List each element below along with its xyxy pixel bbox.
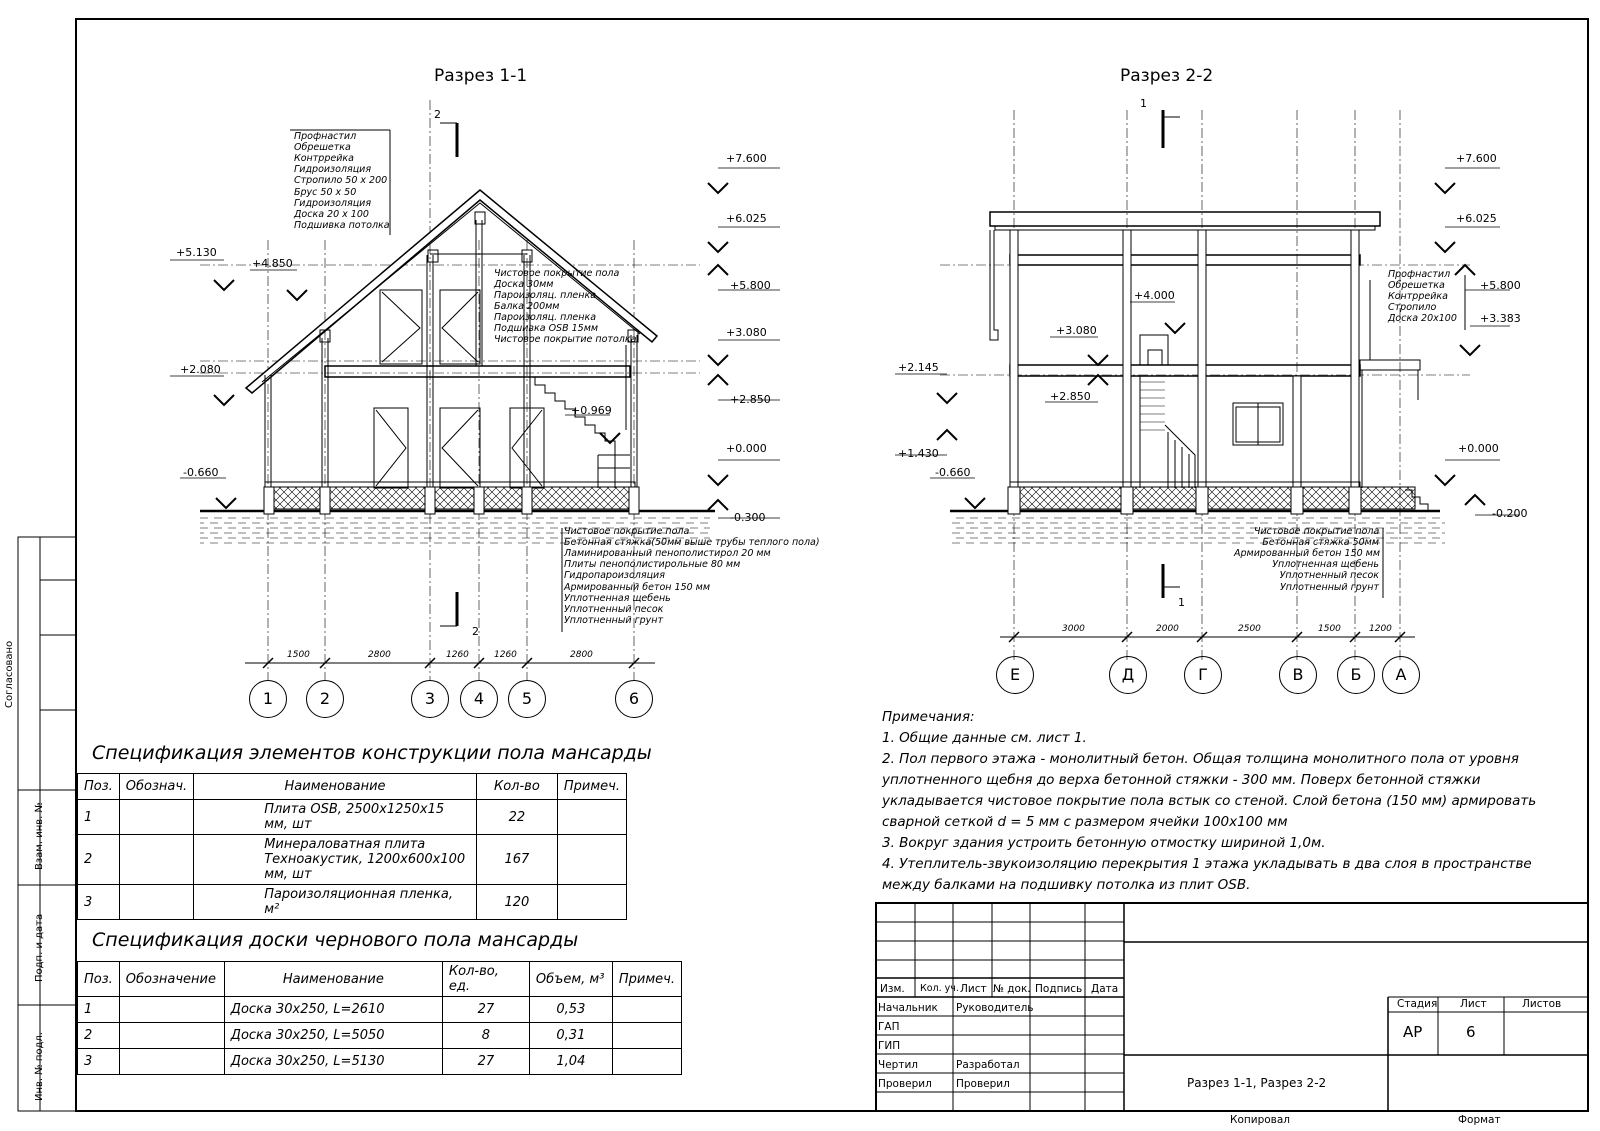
axis-bubble: 4 xyxy=(460,680,498,718)
ground-layer: Плиты пенополистирольные 80 мм xyxy=(564,559,741,570)
section1-title: Разрез 1-1 xyxy=(434,66,528,86)
level-label: +2.850 xyxy=(730,393,771,406)
spec2-header: Кол-во, ед. xyxy=(442,962,529,997)
level-label: +1.430 xyxy=(898,447,939,460)
ground-layer: Армированный бетон 150 мм xyxy=(564,582,711,593)
side-inv-replace: Взам. инв. № xyxy=(34,802,45,870)
spec1-header: Примеч. xyxy=(557,774,626,800)
roof-layer: Доска 20 x 100 xyxy=(294,209,369,220)
level-label: +6.025 xyxy=(1456,212,1497,225)
note-line: 1. Общие данные см. лист 1. xyxy=(882,730,1087,746)
spec1-header: Поз. xyxy=(78,774,120,800)
table-row xyxy=(78,835,627,885)
level-label: +5.800 xyxy=(730,279,771,292)
floor-layer: Чистовое покрытие пола xyxy=(494,268,620,279)
spec2-title: Спецификация доски чернового пола мансарды xyxy=(92,929,579,951)
sheet-title: Разрез 1-1, Разрез 2-2 xyxy=(1187,1076,1327,1090)
cell-name: Доска 30x250, L=5050 xyxy=(224,1023,442,1049)
cell-pos: 3 xyxy=(78,1049,120,1075)
note-line: укладывается чистовое покрытие пола встык со стеной. Слой бетона (150 мм) армировать xyxy=(882,793,1537,809)
cell-name: Доска 30x250, L=2610 xyxy=(224,997,442,1023)
side-inv-orig: Инв. № подл. xyxy=(34,1032,45,1101)
axis-bubble: Б xyxy=(1337,656,1375,694)
dimension-label: 2500 xyxy=(1238,624,1261,634)
cell-name: Плита OSB, 2500x1250x15 мм, шт xyxy=(194,800,477,835)
format-label: Формат xyxy=(1458,1114,1501,1126)
cell-name: Пароизоляционная пленка, м² xyxy=(194,885,477,920)
ground-layer: Чистовое покрытие пола xyxy=(1254,526,1380,537)
section2-cut-top: 1 xyxy=(1140,97,1147,110)
floor-layer: Чистовое покрытие потолка xyxy=(494,334,637,345)
ground-layer: Бетонная стяжка 50мм xyxy=(1262,537,1379,548)
note-line: сварной сеткой d = 5 мм с размером ячейки 100x100 мм xyxy=(882,814,1288,830)
dimension-label: 2800 xyxy=(570,650,593,660)
dimension-label: 3000 xyxy=(1062,624,1085,634)
spec1-header: Обознач. xyxy=(119,774,193,800)
spec2-header: Поз. xyxy=(78,962,120,997)
cell-pos: 1 xyxy=(78,997,120,1023)
level-label: +4.850 xyxy=(252,257,293,270)
roof-layer: Гидроизоляция xyxy=(294,164,372,175)
level-label: +2.850 xyxy=(1050,390,1091,403)
ground-layer: Бетонная стяжка(50мм выше трубы теплого пола) xyxy=(564,537,820,548)
note-line: между балками на подшивку потолка из плит OSB. xyxy=(882,877,1251,893)
cell-pos: 2 xyxy=(78,1023,120,1049)
ground-layer: Уплотненный грунт xyxy=(1280,582,1379,593)
note-line: 4. Утеплитель-звукоизоляцию перекрытия 1 этажа укладывать в два слоя в пространстве xyxy=(882,856,1532,872)
copied-label: Копировал xyxy=(1230,1114,1290,1126)
roof-layer: Брус 50 x 50 xyxy=(294,187,357,198)
floor-layer: Балка 200мм xyxy=(494,301,560,312)
ground-layer: Уплотненный грунт xyxy=(564,615,663,626)
dimension-label: 1500 xyxy=(1318,624,1341,634)
spec2-header: Наименование xyxy=(224,962,442,997)
note-line: 3. Вокруг здания устроить бетонную отмостку шириной 1,0м. xyxy=(882,835,1326,851)
roof-layer: Профнастил xyxy=(1388,269,1451,280)
floor-layer: Пароизоляц. пленка xyxy=(494,312,597,323)
cell-vol: 1,04 xyxy=(529,1049,612,1075)
axis-bubble: 3 xyxy=(411,680,449,718)
axis-bubble: Г xyxy=(1184,656,1222,694)
ground-layer: Уплотненный песок xyxy=(564,604,664,615)
dimension-label: 1200 xyxy=(1369,624,1392,634)
spec1-title: Спецификация элементов конструкции пола мансарды xyxy=(92,742,652,764)
cell-qty: 22 xyxy=(476,800,557,835)
stage-label: Стадия xyxy=(1397,998,1438,1010)
roof-layer: Контррейка xyxy=(294,153,354,164)
ground-layer: Уплотненная щебень xyxy=(1272,559,1379,570)
side-agreed: Согласовано xyxy=(4,640,15,708)
section2-title: Разрез 2-2 xyxy=(1120,66,1214,86)
level-label: +5.800 xyxy=(1480,279,1521,292)
axis-bubble: Д xyxy=(1109,656,1147,694)
level-label: -0.660 xyxy=(183,466,219,479)
stamp-col: Изм. xyxy=(880,983,905,995)
cell-pos: 3 xyxy=(78,885,120,920)
notes-block xyxy=(882,707,1587,896)
side-sign-date: Подп. и дата xyxy=(34,913,45,982)
table-row xyxy=(78,885,627,920)
stamp-col: Лист xyxy=(960,983,987,995)
stamp-role: ГИП xyxy=(878,1040,901,1052)
level-label: +6.025 xyxy=(726,212,767,225)
sheet-value: 6 xyxy=(1466,1023,1476,1041)
spec2-header: Примеч. xyxy=(612,962,681,997)
roof-layer: Доска 20x100 xyxy=(1388,313,1457,324)
stamp-role: Начальник xyxy=(878,1002,938,1014)
table-row xyxy=(78,997,682,1023)
dimension-label: 1500 xyxy=(287,650,310,660)
spec1-header: Кол-во xyxy=(476,774,557,800)
roof-layer: Стропило xyxy=(1388,302,1437,313)
roof-layer: Профнастил xyxy=(294,131,357,142)
cell-qty: 27 xyxy=(442,1049,529,1075)
axis-bubble: Е xyxy=(996,656,1034,694)
table-row xyxy=(78,800,627,835)
level-label: -0.300 xyxy=(730,511,766,524)
axis-bubble: В xyxy=(1279,656,1317,694)
stamp-role: Чертил xyxy=(878,1059,918,1071)
spec2-header: Объем, м³ xyxy=(529,962,612,997)
spec2-table xyxy=(77,961,682,1075)
ground-layer: Уплотненная щебень xyxy=(564,593,671,604)
dimension-label: 2800 xyxy=(368,650,391,660)
sheets-label: Листов xyxy=(1522,998,1562,1010)
floor-layer: Подшивка OSB 15мм xyxy=(494,323,599,334)
roof-layer: Обрешетка xyxy=(1388,280,1445,291)
floor-layer: Доска 30мм xyxy=(494,279,554,290)
cell-qty: 27 xyxy=(442,997,529,1023)
level-label: +3.080 xyxy=(1056,324,1097,337)
spec1-table xyxy=(77,773,627,920)
level-label: +0.000 xyxy=(1458,442,1499,455)
cell-qty: 120 xyxy=(476,885,557,920)
ground-layer: Ламинированный пенополистирол 20 мм xyxy=(564,548,771,559)
cell-pos: 1 xyxy=(78,800,120,835)
axis-bubble: А xyxy=(1382,656,1420,694)
stamp-col: Кол. уч. xyxy=(920,983,959,994)
cell-vol: 0,53 xyxy=(529,997,612,1023)
stamp-col: Подпись xyxy=(1035,983,1083,995)
stamp-role: Разработал xyxy=(956,1059,1020,1071)
level-label: -0.200 xyxy=(1492,507,1528,520)
note-line: уплотненного щебня до верха бетонной стяжки - 300 мм. Поверх бетонной стяжки xyxy=(882,772,1481,788)
level-label: +3.383 xyxy=(1480,312,1521,325)
axis-bubble: 5 xyxy=(508,680,546,718)
stage-value: АР xyxy=(1403,1023,1423,1041)
axis-bubble: 6 xyxy=(615,680,653,718)
level-label: -0.660 xyxy=(935,466,971,479)
roof-layer: Стропило 50 x 200 xyxy=(294,175,388,186)
ground-layer: Чистовое покрытие пола xyxy=(564,526,690,537)
stamp-role: Руководитель xyxy=(956,1002,1034,1014)
cell-vol: 0,31 xyxy=(529,1023,612,1049)
cell-name: Доска 30x250, L=5130 xyxy=(224,1049,442,1075)
level-label: +0.969 xyxy=(571,404,612,417)
axis-bubble: 2 xyxy=(306,680,344,718)
notes-title: Примечания: xyxy=(882,709,975,725)
axis-bubble: 1 xyxy=(249,680,287,718)
cell-name: Минераловатная плита Техноакустик, 1200x600x100 мм, шт xyxy=(194,835,477,885)
ground-layer: Армированный бетон 150 мм xyxy=(1234,548,1381,559)
level-label: +2.080 xyxy=(180,363,221,376)
stamp-col: № док. xyxy=(993,983,1031,995)
note-line: 2. Пол первого этажа - монолитный бетон. Общая толщина монолитного пола от уровня xyxy=(882,751,1519,767)
level-label: +2.145 xyxy=(898,361,939,374)
dimension-label: 2000 xyxy=(1156,624,1179,634)
level-label: +0.000 xyxy=(726,442,767,455)
roof-layer: Контррейка xyxy=(1388,291,1448,302)
dimension-label: 1260 xyxy=(446,650,469,660)
roof-layer: Обрешетка xyxy=(294,142,351,153)
stamp-role: Проверил xyxy=(878,1078,932,1090)
roof-layer: Подшивка потолка xyxy=(294,220,390,231)
section2-cut-bottom: 1 xyxy=(1178,596,1185,609)
level-label: +5.130 xyxy=(176,246,217,259)
ground-layer: Гидропароизоляция xyxy=(564,570,665,581)
table-row xyxy=(78,1049,682,1075)
sheet-label: Лист xyxy=(1460,998,1487,1010)
section1-cut-top: 2 xyxy=(434,108,441,121)
level-label: +7.600 xyxy=(1456,152,1497,165)
floor-layer: Пароизоляц. пленка xyxy=(494,290,597,301)
stamp-role: ГАП xyxy=(878,1021,900,1033)
cell-qty: 167 xyxy=(476,835,557,885)
spec1-header: Наименование xyxy=(194,774,477,800)
dimension-label: 1260 xyxy=(494,650,517,660)
spec2-header: Обозначение xyxy=(119,962,224,997)
section1-cut-bottom: 2 xyxy=(472,625,479,638)
stamp-col: Дата xyxy=(1091,983,1119,995)
level-label: +3.080 xyxy=(726,326,767,339)
table-row xyxy=(78,1023,682,1049)
ground-layer: Уплотненный песок xyxy=(1279,570,1379,581)
cell-qty: 8 xyxy=(442,1023,529,1049)
stamp-role: Проверил xyxy=(956,1078,1010,1090)
level-label: +4.000 xyxy=(1134,289,1175,302)
cell-pos: 2 xyxy=(78,835,120,885)
level-label: +7.600 xyxy=(726,152,767,165)
roof-layer: Гидроизоляция xyxy=(294,198,372,209)
